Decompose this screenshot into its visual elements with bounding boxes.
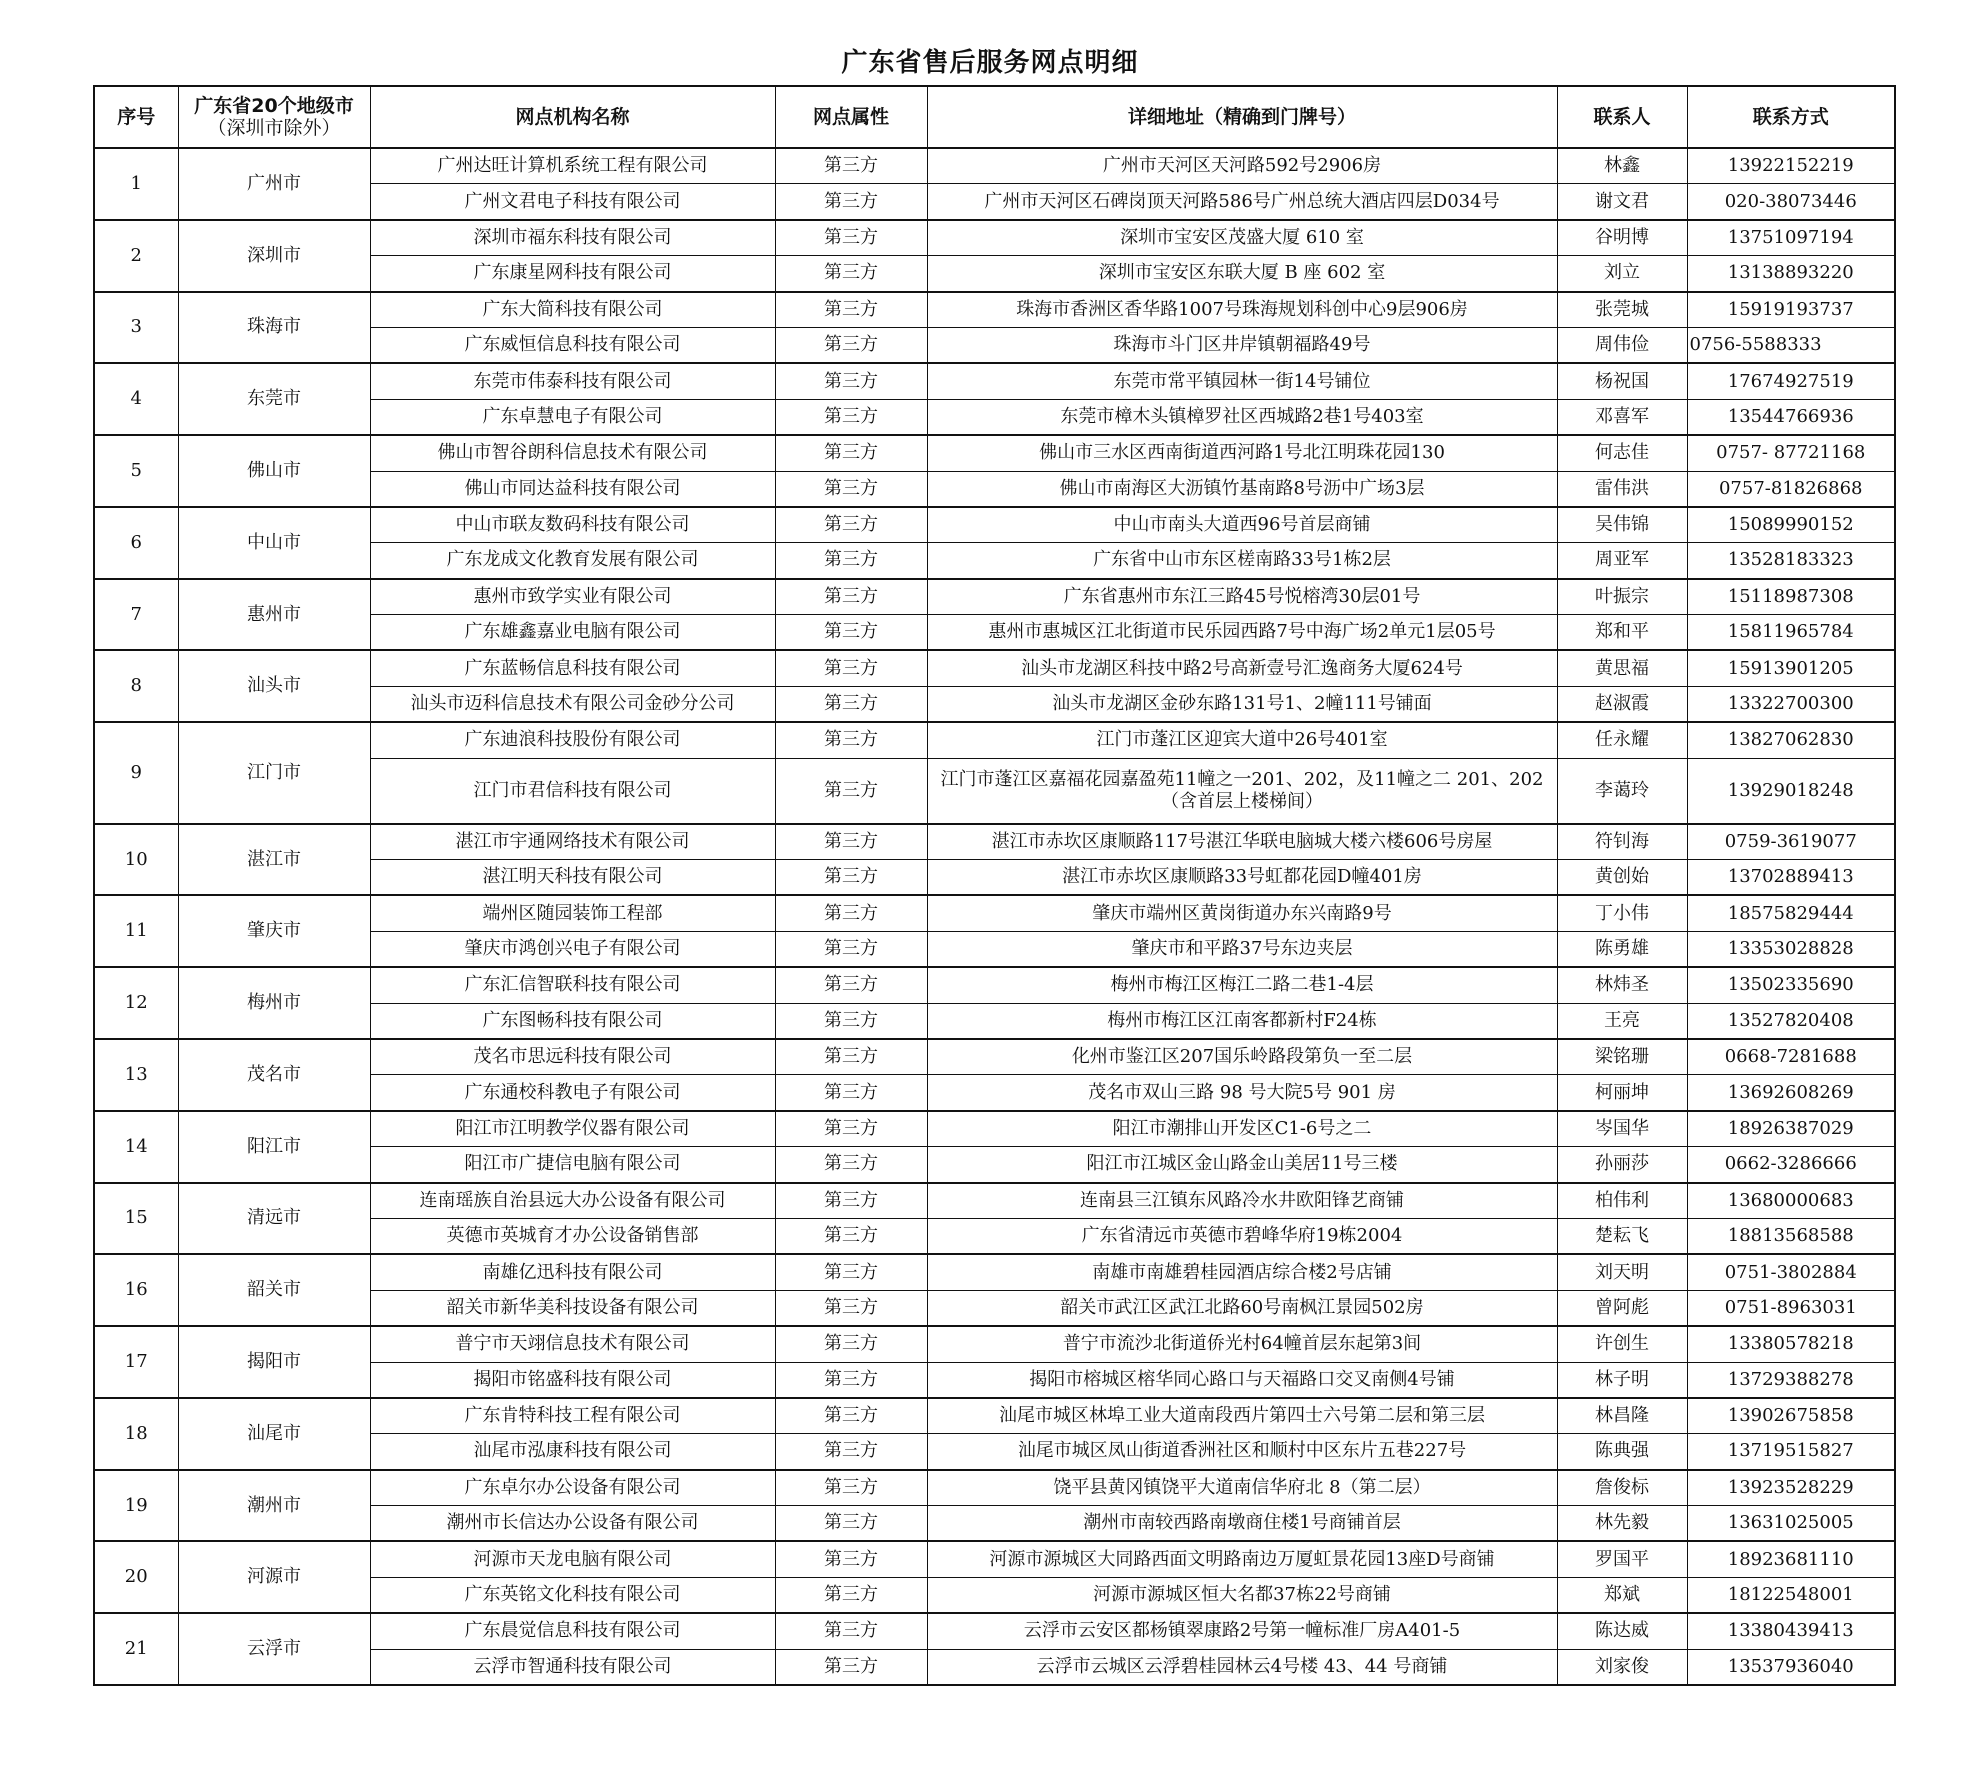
- cell-address: 广州市天河区石碑岗顶天河路586号广州总统大酒店四层D034号: [927, 184, 1557, 220]
- cell-type: 第三方: [775, 220, 927, 256]
- cell-name: 广东肯特科技工程有限公司: [370, 1398, 775, 1434]
- header-name: 网点机构名称: [370, 86, 775, 148]
- cell-city: 湛江市: [178, 824, 370, 896]
- cell-contact: 李蔼玲: [1557, 758, 1687, 824]
- cell-phone: 0662-3286666: [1687, 1147, 1895, 1183]
- cell-type: 第三方: [775, 1111, 927, 1147]
- cell-address: 湛江市赤坎区康顺路117号湛江华联电脑城大楼六楼606号房屋: [927, 824, 1557, 860]
- cell-address: 佛山市三水区西南街道西河路1号北江明珠花园130: [927, 435, 1557, 471]
- cell-name: 汕尾市泓康科技有限公司: [370, 1434, 775, 1470]
- cell-type: 第三方: [775, 1541, 927, 1577]
- cell-address: 汕头市龙湖区科技中路2号高新壹号汇逸商务大厦624号: [927, 650, 1557, 686]
- cell-seq: 1: [94, 148, 178, 220]
- cell-contact: 林鑫: [1557, 148, 1687, 184]
- cell-type: 第三方: [775, 1613, 927, 1649]
- cell-city: 汕头市: [178, 650, 370, 722]
- cell-type: 第三方: [775, 327, 927, 363]
- cell-phone: 13322700300: [1687, 686, 1895, 722]
- cell-address: 江门市蓬江区嘉福花园嘉盈苑11幢之一201、202，及11幢之二 201、202（含首层上楼梯间）: [927, 758, 1557, 824]
- cell-address: 东莞市樟木头镇樟罗社区西城路2巷1号403室: [927, 399, 1557, 435]
- cell-type: 第三方: [775, 1218, 927, 1254]
- cell-phone: 13353028828: [1687, 931, 1895, 967]
- cell-phone: 13680000683: [1687, 1183, 1895, 1219]
- cell-type: 第三方: [775, 758, 927, 824]
- header-city-line1: 广东省20个地级市: [194, 95, 354, 117]
- cell-type: 第三方: [775, 1577, 927, 1613]
- cell-type: 第三方: [775, 363, 927, 399]
- cell-phone: 13751097194: [1687, 220, 1895, 256]
- cell-name: 广东迪浪科技股份有限公司: [370, 722, 775, 758]
- cell-city: 广州市: [178, 148, 370, 220]
- table-row: [94, 967, 1895, 1003]
- cell-name: 英德市英城育才办公设备销售部: [370, 1218, 775, 1254]
- cell-seq: 8: [94, 650, 178, 722]
- cell-phone: 17674927519: [1687, 363, 1895, 399]
- cell-contact: 刘家俊: [1557, 1649, 1687, 1685]
- cell-phone: 18923681110: [1687, 1541, 1895, 1577]
- cell-phone: 13902675858: [1687, 1398, 1895, 1434]
- cell-type: 第三方: [775, 1147, 927, 1183]
- cell-phone: 13528183323: [1687, 543, 1895, 579]
- cell-address: 韶关市武江区武江北路60号南枫江景园502房: [927, 1290, 1557, 1326]
- cell-contact: 雷伟洪: [1557, 471, 1687, 507]
- cell-seq: 4: [94, 363, 178, 435]
- header-seq: 序号: [94, 86, 178, 148]
- cell-name: 佛山市智谷朗科信息技术有限公司: [370, 435, 775, 471]
- cell-address: 饶平县黄冈镇饶平大道南信华府北 8（第二层）: [927, 1470, 1557, 1506]
- cell-phone: 0751-8963031: [1687, 1290, 1895, 1326]
- cell-name: 广东卓慧电子有限公司: [370, 399, 775, 435]
- cell-contact: 许创生: [1557, 1326, 1687, 1362]
- table-row: [94, 1111, 1895, 1147]
- cell-name: 潮州市长信达办公设备有限公司: [370, 1506, 775, 1542]
- cell-address: 揭阳市榕城区榕华同心路口与天福路口交叉南侧4号铺: [927, 1362, 1557, 1398]
- cell-seq: 21: [94, 1613, 178, 1685]
- cell-name: 汕头市迈科信息技术有限公司金砂分公司: [370, 686, 775, 722]
- cell-name: 广东雄鑫嘉业电脑有限公司: [370, 615, 775, 651]
- cell-phone: 15089990152: [1687, 507, 1895, 543]
- header-contact: 联系人: [1557, 86, 1687, 148]
- cell-contact: 吴伟锦: [1557, 507, 1687, 543]
- cell-phone: 13827062830: [1687, 722, 1895, 758]
- cell-contact: 郑斌: [1557, 1577, 1687, 1613]
- cell-address: 湛江市赤坎区康顺路33号虹都花园D幢401房: [927, 860, 1557, 896]
- cell-name: 阳江市广捷信电脑有限公司: [370, 1147, 775, 1183]
- cell-type: 第三方: [775, 1398, 927, 1434]
- cell-contact: 林子明: [1557, 1362, 1687, 1398]
- cell-seq: 16: [94, 1254, 178, 1326]
- cell-type: 第三方: [775, 1362, 927, 1398]
- cell-seq: 20: [94, 1541, 178, 1613]
- cell-phone: 13380439413: [1687, 1613, 1895, 1649]
- header-phone: 联系方式: [1687, 86, 1895, 148]
- cell-address: 阳江市江城区金山路金山美居11号三楼: [927, 1147, 1557, 1183]
- cell-phone: 0759-3619077: [1687, 824, 1895, 860]
- cell-city: 深圳市: [178, 220, 370, 292]
- cell-type: 第三方: [775, 824, 927, 860]
- cell-address: 广州市天河区天河路592号2906房: [927, 148, 1557, 184]
- cell-phone: 13502335690: [1687, 967, 1895, 1003]
- cell-phone: 0751-3802884: [1687, 1254, 1895, 1290]
- cell-phone: 13719515827: [1687, 1434, 1895, 1470]
- cell-contact: 柏伟利: [1557, 1183, 1687, 1219]
- table-row: [94, 1470, 1895, 1506]
- cell-name: 阳江市江明教学仪器有限公司: [370, 1111, 775, 1147]
- table-body: [94, 148, 1895, 1685]
- cell-contact: 谷明博: [1557, 220, 1687, 256]
- cell-type: 第三方: [775, 1290, 927, 1326]
- service-outlets-table: [93, 85, 1896, 1686]
- cell-address: 河源市源城区大同路西面文明路南边万厦虹景花园13座D号商铺: [927, 1541, 1557, 1577]
- cell-address: 梅州市梅江区梅江二路二巷1-4层: [927, 967, 1557, 1003]
- cell-type: 第三方: [775, 1003, 927, 1039]
- table-row: [94, 895, 1895, 931]
- cell-type: 第三方: [775, 543, 927, 579]
- cell-name: 广东图畅科技有限公司: [370, 1003, 775, 1039]
- cell-address: 佛山市南海区大沥镇竹基南路8号沥中广场3层: [927, 471, 1557, 507]
- cell-name: 广东康星网科技有限公司: [370, 256, 775, 292]
- cell-seq: 5: [94, 435, 178, 507]
- cell-address: 茂名市双山三路 98 号大院5号 901 房: [927, 1075, 1557, 1111]
- cell-address: 普宁市流沙北街道侨光村64幢首层东起第3间: [927, 1326, 1557, 1362]
- cell-address: 东莞市常平镇园林一街14号铺位: [927, 363, 1557, 399]
- cell-phone: 18575829444: [1687, 895, 1895, 931]
- cell-phone: 13922152219: [1687, 148, 1895, 184]
- cell-address: 梅州市梅江区江南客都新村F24栋: [927, 1003, 1557, 1039]
- cell-contact: 詹俊标: [1557, 1470, 1687, 1506]
- cell-phone: 13923528229: [1687, 1470, 1895, 1506]
- table-row: [94, 650, 1895, 686]
- cell-city: 河源市: [178, 1541, 370, 1613]
- table-row: [94, 824, 1895, 860]
- cell-contact: 林炜圣: [1557, 967, 1687, 1003]
- cell-contact: 谢文君: [1557, 184, 1687, 220]
- cell-type: 第三方: [775, 399, 927, 435]
- cell-phone: 0757-81826868: [1687, 471, 1895, 507]
- table-row: [94, 220, 1895, 256]
- cell-city: 阳江市: [178, 1111, 370, 1183]
- table-row: [94, 1254, 1895, 1290]
- cell-type: 第三方: [775, 686, 927, 722]
- cell-city: 肇庆市: [178, 895, 370, 967]
- cell-type: 第三方: [775, 650, 927, 686]
- cell-type: 第三方: [775, 1470, 927, 1506]
- cell-city: 惠州市: [178, 579, 370, 651]
- cell-type: 第三方: [775, 148, 927, 184]
- table-row: [94, 722, 1895, 758]
- cell-address: 阳江市潮排山开发区C1-6号之二: [927, 1111, 1557, 1147]
- cell-name: 惠州市致学实业有限公司: [370, 579, 775, 615]
- header-address: 详细地址（精确到门牌号）: [927, 86, 1557, 148]
- cell-seq: 13: [94, 1039, 178, 1111]
- cell-phone: 0668-7281688: [1687, 1039, 1895, 1075]
- cell-name: 肇庆市鸿创兴电子有限公司: [370, 931, 775, 967]
- cell-phone: 13929018248: [1687, 758, 1895, 824]
- cell-phone: 15811965784: [1687, 615, 1895, 651]
- cell-type: 第三方: [775, 615, 927, 651]
- cell-address: 中山市南头大道西96号首层商铺: [927, 507, 1557, 543]
- cell-phone: 13544766936: [1687, 399, 1895, 435]
- cell-address: 深圳市宝安区茂盛大厦 610 室: [927, 220, 1557, 256]
- cell-type: 第三方: [775, 722, 927, 758]
- cell-address: 珠海市斗门区井岸镇朝福路49号: [927, 327, 1557, 363]
- cell-type: 第三方: [775, 1183, 927, 1219]
- cell-name: 广东通校科教电子有限公司: [370, 1075, 775, 1111]
- cell-phone: 15118987308: [1687, 579, 1895, 615]
- cell-phone: 13527820408: [1687, 1003, 1895, 1039]
- cell-name: 佛山市同达益科技有限公司: [370, 471, 775, 507]
- cell-phone: 18926387029: [1687, 1111, 1895, 1147]
- cell-seq: 6: [94, 507, 178, 579]
- cell-phone: 13631025005: [1687, 1506, 1895, 1542]
- cell-name: 湛江明天科技有限公司: [370, 860, 775, 896]
- cell-name: 端州区随园装饰工程部: [370, 895, 775, 931]
- cell-address: 深圳市宝安区东联大厦 B 座 602 室: [927, 256, 1557, 292]
- cell-name: 深圳市福东科技有限公司: [370, 220, 775, 256]
- cell-name: 河源市天龙电脑有限公司: [370, 1541, 775, 1577]
- cell-name: 湛江市宇通网络技术有限公司: [370, 824, 775, 860]
- cell-address: 肇庆市和平路37号东边夹层: [927, 931, 1557, 967]
- header-type: 网点属性: [775, 86, 927, 148]
- cell-phone: 13138893220: [1687, 256, 1895, 292]
- cell-contact: 符钊海: [1557, 824, 1687, 860]
- table-row: [94, 1039, 1895, 1075]
- cell-contact: 刘天明: [1557, 1254, 1687, 1290]
- cell-address: 潮州市南较西路南墩商住楼1号商铺首层: [927, 1506, 1557, 1542]
- cell-phone: 020-38073446: [1687, 184, 1895, 220]
- cell-address: 惠州市惠城区江北街道市民乐园西路7号中海广场2单元1层05号: [927, 615, 1557, 651]
- cell-contact: 黄思福: [1557, 650, 1687, 686]
- cell-name: 广东大简科技有限公司: [370, 292, 775, 328]
- cell-phone: 18813568588: [1687, 1218, 1895, 1254]
- cell-contact: 梁铭珊: [1557, 1039, 1687, 1075]
- cell-seq: 11: [94, 895, 178, 967]
- cell-name: 广州达旺计算机系统工程有限公司: [370, 148, 775, 184]
- cell-city: 梅州市: [178, 967, 370, 1039]
- cell-seq: 19: [94, 1470, 178, 1542]
- cell-type: 第三方: [775, 507, 927, 543]
- cell-contact: 王亮: [1557, 1003, 1687, 1039]
- table-row: [94, 1541, 1895, 1577]
- cell-name: 东莞市伟泰科技有限公司: [370, 363, 775, 399]
- cell-contact: 丁小伟: [1557, 895, 1687, 931]
- cell-name: 广东汇信智联科技有限公司: [370, 967, 775, 1003]
- cell-contact: 邓喜军: [1557, 399, 1687, 435]
- cell-address: 广东省惠州市东江三路45号悦榕湾30层01号: [927, 579, 1557, 615]
- table-row: [94, 435, 1895, 471]
- table-row: [94, 1183, 1895, 1219]
- table-row: [94, 1326, 1895, 1362]
- cell-type: 第三方: [775, 1075, 927, 1111]
- cell-name: 南雄亿迅科技有限公司: [370, 1254, 775, 1290]
- cell-contact: 杨祝国: [1557, 363, 1687, 399]
- cell-seq: 18: [94, 1398, 178, 1470]
- cell-city: 茂名市: [178, 1039, 370, 1111]
- cell-city: 云浮市: [178, 1613, 370, 1685]
- cell-seq: 2: [94, 220, 178, 292]
- cell-contact: 陈勇雄: [1557, 931, 1687, 967]
- table-header-row: [94, 86, 1895, 148]
- cell-city: 中山市: [178, 507, 370, 579]
- cell-seq: 15: [94, 1183, 178, 1255]
- cell-phone: 13702889413: [1687, 860, 1895, 896]
- cell-city: 韶关市: [178, 1254, 370, 1326]
- cell-contact: 黄创始: [1557, 860, 1687, 896]
- cell-phone: 18122548001: [1687, 1577, 1895, 1613]
- cell-address: 汕头市龙湖区金砂东路131号1、2幢111号铺面: [927, 686, 1557, 722]
- cell-address: 广东省中山市东区槎南路33号1栋2层: [927, 543, 1557, 579]
- cell-address: 珠海市香洲区香华路1007号珠海规划科创中心9层906房: [927, 292, 1557, 328]
- cell-contact: 郑和平: [1557, 615, 1687, 651]
- cell-type: 第三方: [775, 471, 927, 507]
- cell-type: 第三方: [775, 1434, 927, 1470]
- cell-address: 江门市蓬江区迎宾大道中26号401室: [927, 722, 1557, 758]
- table-row: [94, 1398, 1895, 1434]
- cell-type: 第三方: [775, 931, 927, 967]
- cell-contact: 林昌隆: [1557, 1398, 1687, 1434]
- cell-phone: 13380578218: [1687, 1326, 1895, 1362]
- cell-name: 广东晨觉信息科技有限公司: [370, 1613, 775, 1649]
- cell-city: 佛山市: [178, 435, 370, 507]
- cell-address: 广东省清远市英德市碧峰华府19栋2004: [927, 1218, 1557, 1254]
- cell-type: 第三方: [775, 1506, 927, 1542]
- cell-name: 中山市联友数码科技有限公司: [370, 507, 775, 543]
- cell-seq: 9: [94, 722, 178, 823]
- cell-type: 第三方: [775, 256, 927, 292]
- cell-name: 广东卓尔办公设备有限公司: [370, 1470, 775, 1506]
- cell-address: 云浮市云城区云浮碧桂园林云4号楼 43、44 号商铺: [927, 1649, 1557, 1685]
- cell-type: 第三方: [775, 1326, 927, 1362]
- cell-contact: 叶振宗: [1557, 579, 1687, 615]
- cell-name: 茂名市思远科技有限公司: [370, 1039, 775, 1075]
- cell-address: 化州市鉴江区207国乐岭路段第负一至二层: [927, 1039, 1557, 1075]
- cell-address: 云浮市云安区都杨镇翠康路2号第一幢标准厂房A401-5: [927, 1613, 1557, 1649]
- cell-name: 广东龙成文化教育发展有限公司: [370, 543, 775, 579]
- cell-type: 第三方: [775, 895, 927, 931]
- cell-name: 广州文君电子科技有限公司: [370, 184, 775, 220]
- cell-contact: 岑国华: [1557, 1111, 1687, 1147]
- cell-city: 东莞市: [178, 363, 370, 435]
- cell-contact: 柯丽坤: [1557, 1075, 1687, 1111]
- cell-seq: 7: [94, 579, 178, 651]
- cell-contact: 周伟俭: [1557, 327, 1687, 363]
- cell-phone: 13729388278: [1687, 1362, 1895, 1398]
- cell-contact: 陈达威: [1557, 1613, 1687, 1649]
- cell-phone: 13692608269: [1687, 1075, 1895, 1111]
- cell-type: 第三方: [775, 1649, 927, 1685]
- page-title: 广东省售后服务网点明细: [841, 48, 1139, 78]
- cell-seq: 10: [94, 824, 178, 896]
- cell-contact: 罗国平: [1557, 1541, 1687, 1577]
- header-city-line2: （深圳市除外）: [207, 117, 341, 139]
- cell-address: 河源市源城区恒大名都37栋22号商铺: [927, 1577, 1557, 1613]
- cell-address: 南雄市南雄碧桂园酒店综合楼2号店铺: [927, 1254, 1557, 1290]
- cell-contact: 陈典强: [1557, 1434, 1687, 1470]
- cell-phone: 15919193737: [1687, 292, 1895, 328]
- cell-name: 韶关市新华美科技设备有限公司: [370, 1290, 775, 1326]
- cell-phone: 15913901205: [1687, 650, 1895, 686]
- cell-name: 广东英铭文化科技有限公司: [370, 1577, 775, 1613]
- cell-seq: 12: [94, 967, 178, 1039]
- cell-address: 肇庆市端州区黄岗街道办东兴南路9号: [927, 895, 1557, 931]
- cell-contact: 张莞城: [1557, 292, 1687, 328]
- cell-contact: 何志佳: [1557, 435, 1687, 471]
- cell-city: 珠海市: [178, 292, 370, 364]
- cell-address: 连南县三江镇东风路冷水井欧阳锋艺商铺: [927, 1183, 1557, 1219]
- cell-type: 第三方: [775, 1254, 927, 1290]
- cell-contact: 孙丽莎: [1557, 1147, 1687, 1183]
- cell-seq: 14: [94, 1111, 178, 1183]
- cell-name: 广东蓝畅信息科技有限公司: [370, 650, 775, 686]
- cell-city: 汕尾市: [178, 1398, 370, 1470]
- cell-city: 揭阳市: [178, 1326, 370, 1398]
- cell-contact: 赵淑霞: [1557, 686, 1687, 722]
- table-row: [94, 363, 1895, 399]
- cell-type: 第三方: [775, 292, 927, 328]
- cell-name: 连南瑶族自治县远大办公设备有限公司: [370, 1183, 775, 1219]
- cell-type: 第三方: [775, 435, 927, 471]
- cell-type: 第三方: [775, 967, 927, 1003]
- table-row: [94, 507, 1895, 543]
- cell-contact: 刘立: [1557, 256, 1687, 292]
- cell-contact: 周亚军: [1557, 543, 1687, 579]
- cell-type: 第三方: [775, 184, 927, 220]
- cell-contact: 曾阿彪: [1557, 1290, 1687, 1326]
- cell-name: 普宁市天翊信息技术有限公司: [370, 1326, 775, 1362]
- cell-type: 第三方: [775, 579, 927, 615]
- cell-type: 第三方: [775, 860, 927, 896]
- cell-contact: 林先毅: [1557, 1506, 1687, 1542]
- cell-type: 第三方: [775, 1039, 927, 1075]
- cell-city: 清远市: [178, 1183, 370, 1255]
- table-row: [94, 579, 1895, 615]
- cell-contact: 任永耀: [1557, 722, 1687, 758]
- cell-name: 云浮市智通科技有限公司: [370, 1649, 775, 1685]
- cell-phone: 0757- 87721168: [1687, 435, 1895, 471]
- table-row: [94, 148, 1895, 184]
- cell-seq: 3: [94, 292, 178, 364]
- cell-phone: 13537936040: [1687, 1649, 1895, 1685]
- table-row: [94, 292, 1895, 328]
- cell-address: 汕尾市城区林埠工业大道南段西片第四士六号第二层和第三层: [927, 1398, 1557, 1434]
- cell-seq: 17: [94, 1326, 178, 1398]
- cell-address: 汕尾市城区凤山街道香洲社区和顺村中区东片五巷227号: [927, 1434, 1557, 1470]
- table-row: [94, 1613, 1895, 1649]
- cell-name: 广东威恒信息科技有限公司: [370, 327, 775, 363]
- cell-city: 江门市: [178, 722, 370, 823]
- cell-city: 潮州市: [178, 1470, 370, 1542]
- cell-name: 揭阳市铭盛科技有限公司: [370, 1362, 775, 1398]
- cell-phone: 0756-5588333: [1687, 327, 1895, 363]
- cell-name: 江门市君信科技有限公司: [370, 758, 775, 824]
- header-city: [178, 86, 370, 148]
- cell-contact: 楚耘飞: [1557, 1218, 1687, 1254]
